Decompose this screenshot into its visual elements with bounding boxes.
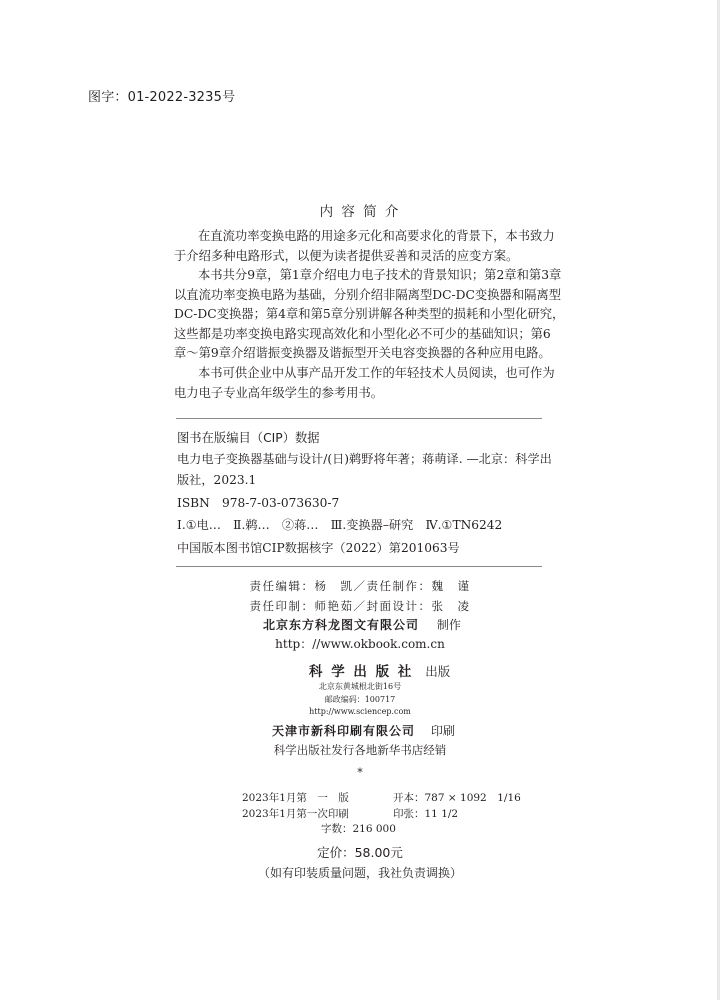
responsible-printing-cover-design: 责任印制：师艳茹／封面设计：张 凌 <box>249 599 471 613</box>
text-line: 这些都是功率变换电路实现高效化和小型化必不可少的基础知识；第6 <box>174 326 551 341</box>
quality-note: （如有印装质量问题，我社负责调换） <box>257 866 462 880</box>
cip-entry-line-1: 电力电子变换器基础与设计/(日)鹈野将年著；蒋萌译. —北京：科学出 <box>177 452 552 466</box>
responsible-editors: 责任编辑：杨 凯／责任制作：魏 谨 <box>249 579 471 593</box>
format-size: 开本：787 × 1092 1/16 <box>393 792 521 804</box>
distribution-note: 科学出版社发行各地新华书店经销 <box>273 743 447 757</box>
producer-name: 北京东方科龙图文有限公司 <box>263 618 420 632</box>
summary-paragraph-3 <box>174 364 555 403</box>
cip-isbn: ISBN 978-7-03-073630-7 <box>177 496 340 510</box>
copyright-registration-number: 图字：01-2022-3235号 <box>88 90 236 105</box>
cip-data-number: 中国版本图书馆CIP数据核字（2022）第201063号 <box>177 541 460 555</box>
producer-line <box>263 616 461 633</box>
printer-role: 印刷 <box>430 724 455 738</box>
divider-top <box>176 418 542 419</box>
printer-name: 天津市新科印刷有限公司 <box>272 724 416 738</box>
printed-sheets: 印张：11 1/2 <box>393 808 459 820</box>
printing-date: 2023年1月第一次印刷 <box>242 808 349 820</box>
summary-paragraph-1 <box>174 227 555 266</box>
price: 定价：58.00元 <box>317 845 403 860</box>
publisher-postcode: 邮政编码：100717 <box>324 695 396 704</box>
summary-title: 内 容 简 介 <box>319 204 401 220</box>
word-count: 字数：216 000 <box>321 823 396 835</box>
publisher-url: http://www.sciencep.com <box>309 707 411 716</box>
cip-heading: 图书在版编目（CIP）数据 <box>177 431 320 445</box>
cip-entry-line-2: 版社，2023.1 <box>177 473 257 487</box>
text-line: 以直流功率变换电路为基础，分别介绍非隔离型DC-DC变换器和隔离型 <box>174 287 562 302</box>
text-line: 本书共分9章，第1章介绍电力电子技术的背景知识；第2章和第3章 <box>198 268 562 282</box>
publisher-address: 北京东黄城根北街16号 <box>318 682 402 691</box>
text-line: 于介绍多种电路形式，以便为读者提供妥善和灵活的应变方案。 <box>174 248 519 263</box>
text-line: 电力电子专业高年级学生的参考用书。 <box>174 385 384 400</box>
text-line: DC-DC变换器；第4章和第5章分别讲解各种类型的损耗和小型化研究， <box>174 307 565 322</box>
publisher-name: 科 学 出 版 社 <box>309 664 414 680</box>
summary-paragraph-2 <box>174 266 565 364</box>
separator-star: * <box>357 766 363 779</box>
text-line: 章～第9章介绍谐振变换器及谐振型开关电容变换器的各种应用电路。 <box>174 346 551 361</box>
cip-classification: Ⅰ.①电… Ⅱ.鹈… ②蒋… Ⅲ.变换器–研究 Ⅳ.①TN6242 <box>177 518 503 532</box>
text-line: 本书可供企业中从事产品开发工作的年轻技术人员阅读，也可作为 <box>198 366 555 380</box>
text-line: 在直流功率变换电路的用途多元化和高要求化的背景下，本书致力 <box>198 229 555 243</box>
publisher-line <box>309 660 450 680</box>
producer-url: http：//www.okbook.com.cn <box>275 637 445 651</box>
divider-bottom <box>176 566 542 567</box>
printer-line <box>272 722 455 739</box>
edition-date: 2023年1月第 一 版 <box>242 792 349 804</box>
publisher-role: 出版 <box>425 664 451 679</box>
producer-role: 制作 <box>436 618 461 632</box>
